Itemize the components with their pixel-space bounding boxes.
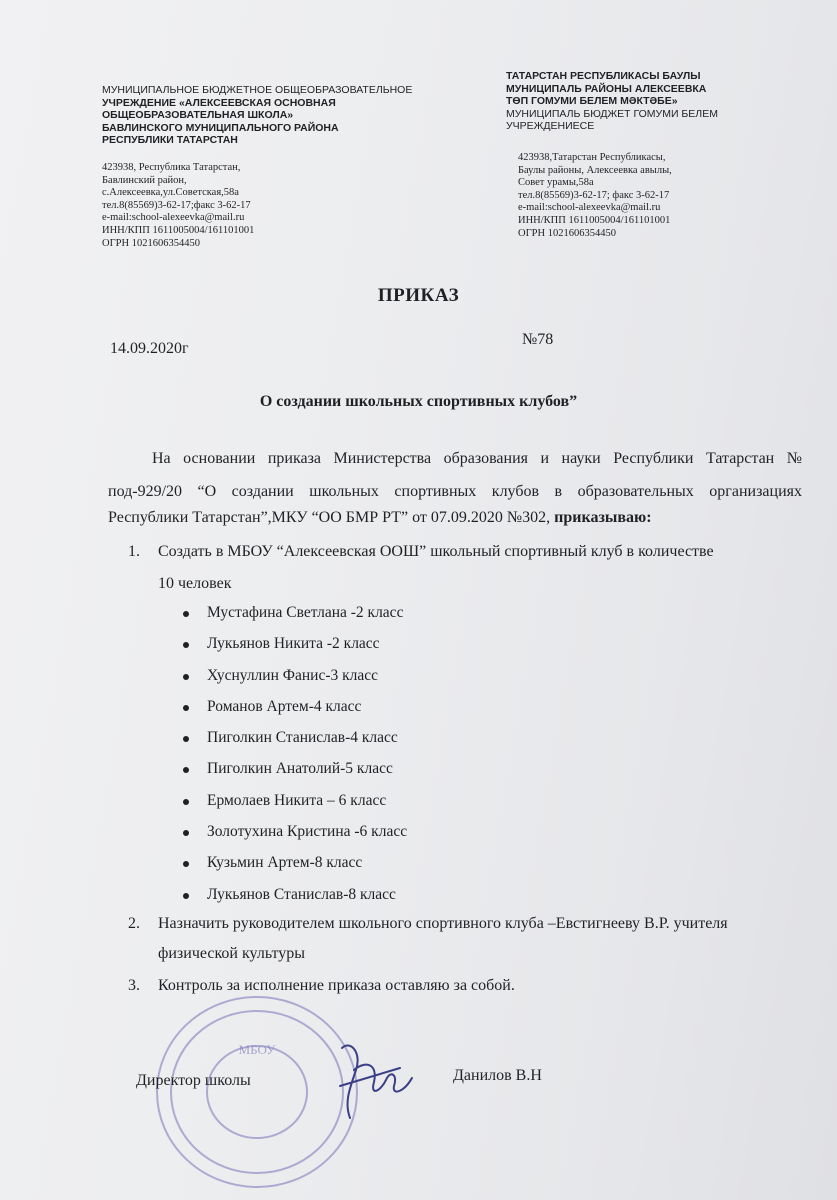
header-right-address-line: ИНН/КПП 1611005004/161101001	[518, 214, 671, 226]
header-left-org-line: БАВЛИНСКОГО МУНИЦИПАЛЬНОГО РАЙОНА	[102, 121, 339, 134]
item-number: 1.	[128, 543, 140, 560]
header-left-org-line: МУНИЦИПАЛЬНОЕ БЮДЖЕТНОЕ ОБЩЕОБРАЗОВАТЕЛЬНОЕ	[102, 84, 413, 96]
list-item	[183, 854, 407, 885]
student-name: Мустафина Светлана -2 класс	[207, 604, 404, 621]
order-date: 14.09.2020г	[110, 340, 189, 357]
header-right-org-line: ТАТАРСТАН РЕСПУБЛИКАСЫ БАУЛЫ	[506, 70, 701, 82]
order-title: ПРИКАЗ	[377, 285, 460, 306]
order-number: №78	[522, 331, 554, 348]
list-item	[183, 823, 407, 854]
header-right-org-line: ТӨП ГОМУМИ БЕЛЕМ МӘКТӘБЕ»	[506, 95, 678, 108]
item-1-line-2: 10 человек	[158, 575, 232, 592]
list-item	[183, 792, 407, 823]
header-left-address-line: e-mail:school-alexeevka@mail.ru	[102, 212, 245, 224]
header-left-address-line: с.Алексеевка,ул.Советская,58а	[102, 187, 239, 199]
bullet-icon	[183, 736, 189, 742]
student-name: Пиголкин Станислав-4 класс	[207, 729, 398, 747]
list-item	[183, 886, 407, 917]
bullet-icon	[183, 674, 189, 680]
header-left-address	[102, 162, 254, 250]
header-left-address-line: ОГРН 1021606354450	[102, 237, 200, 249]
bullet-icon	[183, 861, 189, 867]
basis-line-2: под-929/20 “О создании школьных спортивных клубов в образовательных организациях	[108, 483, 802, 500]
header-right-address-line: e-mail:school-alexeevka@mail.ru	[518, 202, 661, 214]
director-name: Данилов В.Н	[453, 1067, 542, 1084]
header-right-address-line: ОГРН 1021606354450	[518, 227, 616, 239]
student-name: Романов Артем-4 класс	[207, 697, 362, 715]
student-name: Кузьмин Артем-8 класс	[207, 854, 363, 872]
bullet-icon	[183, 642, 189, 648]
student-name: Лукьянов Никита -2 класс	[207, 635, 380, 653]
header-left-org-line: ОБЩЕОБРАЗОВАТЕЛЬНАЯ ШКОЛА»	[102, 109, 294, 122]
header-right-address-line: тел.8(85569)3-62-17; факс 3-62-17	[518, 189, 670, 201]
order-verb: приказываю:	[554, 509, 652, 526]
header-right-organization	[506, 70, 718, 133]
student-name: Пиголкин Анатолий-5 класс	[207, 760, 393, 778]
list-item	[183, 760, 407, 791]
list-item	[183, 698, 407, 729]
item-number: 2.	[128, 915, 140, 932]
header-right-org-line: МУНИЦИПАЛЬ БЮДЖЕТ ГОМУМИ БЕЛЕМ	[506, 107, 718, 120]
list-item	[183, 604, 407, 635]
list-item	[183, 667, 407, 698]
basis-line-1: На основании приказа Министерства образования и науки Республики Татарстан №	[152, 450, 802, 467]
stamp-text: МБОУ	[238, 1042, 276, 1057]
header-right-address-line: Совет урамы,58а	[518, 177, 594, 189]
basis-line-3	[108, 509, 652, 527]
student-name: Золотухина Кристина -6 класс	[207, 823, 408, 841]
student-name: Лукьянов Станислав-8 класс	[207, 885, 396, 903]
order-subject: О создании школьных спортивных клубов”	[259, 393, 578, 410]
bullet-icon	[183, 705, 189, 711]
student-name: Ермолаев Никита – 6 класс	[207, 791, 387, 809]
director-signature	[320, 1030, 430, 1125]
director-position: Директор школы	[136, 1072, 251, 1089]
header-left-address-line: Бавлинский район,	[102, 174, 187, 186]
header-right-org-line: УЧРЕЖДЕНИЕСЕ	[506, 120, 595, 133]
student-name: Хуснуллин Фанис-3 класс	[207, 666, 379, 684]
header-left-address-line: 423938, Республика Татарстан,	[102, 162, 241, 173]
bullet-icon	[183, 893, 189, 899]
bullet-icon	[183, 830, 189, 836]
item-3-line-1: Контроль за исполнение приказа оставляю за собой.	[158, 977, 515, 994]
header-right-org-line: МУНИЦИПАЛЬ РАЙОНЫ АЛЕКСЕЕВКА	[506, 82, 707, 95]
header-left-address-line: ИНН/КПП 1611005004/161101001	[102, 224, 255, 236]
student-list	[183, 604, 407, 917]
item-1-line-1: Создать в МБОУ “Алексеевская ООШ” школьный спортивный клуб в количестве	[158, 543, 714, 560]
header-right-address-line: Баулы районы, Алексеевка авылы,	[518, 164, 672, 176]
header-left-org-line: УЧРЕЖДЕНИЕ «АЛЕКСЕЕВСКАЯ ОСНОВНАЯ	[102, 96, 336, 109]
item-number: 3.	[128, 977, 140, 994]
list-item	[183, 729, 407, 760]
bullet-icon	[183, 611, 189, 617]
header-right-address-line: 423938,Татарстан Республикасы,	[518, 152, 666, 163]
header-right-address	[518, 152, 672, 240]
list-item	[183, 635, 407, 666]
item-2-line-2: физической культуры	[158, 945, 306, 962]
header-left-org-line: РЕСПУБЛИКИ ТАТАРСТАН	[102, 134, 238, 147]
header-left-organization	[102, 84, 412, 147]
header-left-address-line: тел.8(85569)3-62-17;факс 3-62-17	[102, 199, 251, 211]
basis-line-3-text: Республики Татарстан”,МКУ “ОО БМР РТ” от 07.09.2020 №302,	[108, 509, 555, 526]
item-2-line-1: Назначить руководителем школьного спортивного клуба –Евстигнееву В.Р. учителя	[158, 915, 728, 932]
bullet-icon	[183, 767, 189, 773]
bullet-icon	[183, 799, 189, 805]
